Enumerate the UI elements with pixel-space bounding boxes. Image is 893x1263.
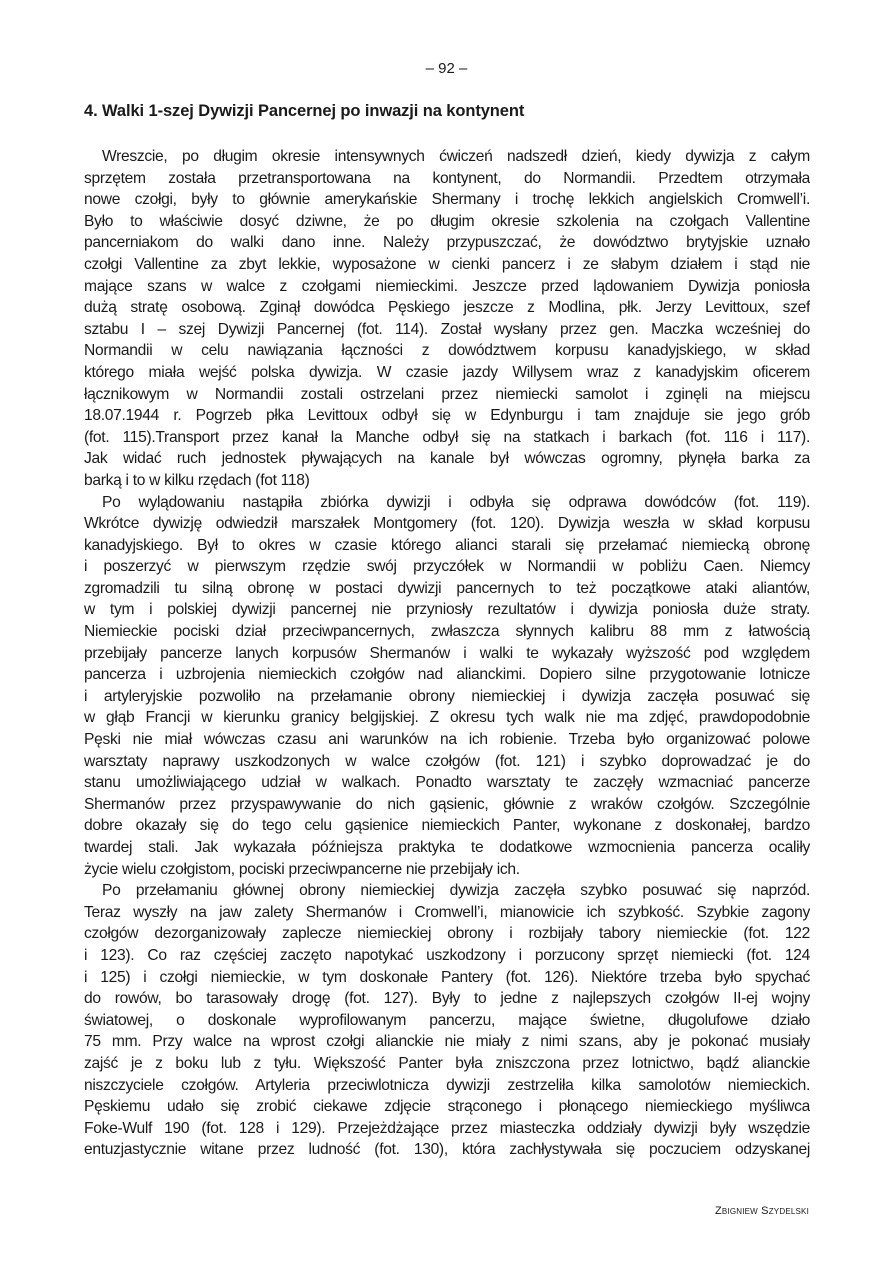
text-line: pancerza i uzbrojenia niemieckich czołgów nad alianckimi. Dopiero silne przygotowanie lotnicze bbox=[84, 666, 810, 684]
text-line: entuzjastycznie witane przez ludność (fot. 130), która zachłystywała się poczuciem odzyskanej bbox=[84, 1141, 810, 1159]
text-line: stanu umożliwiającego udział w walkach. Ponadto warsztaty te zaczęły wzmacniać pancerze bbox=[84, 774, 810, 792]
text-line: światowej, o doskonale wyprofilowanym pancerzu, mające świetne, długolufowe działo bbox=[84, 1011, 810, 1029]
text-line: którego miała wejść polska dywizja. W czasie jazdy Willysem wraz z kanadyjskim oficerem bbox=[84, 363, 810, 381]
text-line: sprzętem została przetransportowana na kontynent, do Normandii. Przedtem otrzymała bbox=[84, 169, 810, 187]
text-line: Pęski nie miał wówczas czasu ani warunków na ich robienie. Trzeba było organizować polowe bbox=[84, 731, 810, 749]
text-line: zgromadzili tu silną obronę w postaci dywizji pancernych to też początkowe ataki aliantów, bbox=[84, 579, 810, 597]
text-line: Normandii w celu nawiązania łączności z dowództwem korpusu kanadyjskiego, w skład bbox=[84, 342, 810, 360]
text-line: mające szans w walce z czołgami niemieckimi. Jeszcze przed lądowaniem Dywizja poniosła bbox=[84, 277, 810, 295]
text-line: dobre okazały się do tego celu gąsienice niemieckich Panter, wykonane z doskonałej, bardzo bbox=[84, 817, 810, 835]
text-line: dużą stratę osobową. Zginął dowódca Pęskiego jeszcze z Modlina, płk. Jerzy Levittoux, szef bbox=[84, 299, 810, 317]
body-text bbox=[84, 146, 810, 1161]
text-line: łącznikowym w Normandii zostali ostrzelani przez niemiecki samolot i zginęli na miejscu bbox=[84, 385, 810, 403]
text-line: twardej stali. Jak wykazała późniejsza praktyka te dodatkowe wzmocnienia pancerza ocaliły bbox=[84, 839, 810, 856]
text-line: życie wielu czołgistom, pociski przeciwpancerne nie przebijały ich. bbox=[84, 860, 520, 878]
text-line: Po wylądowaniu nastąpiła zbiórka dywizji i odbyła się odprawa dowódców (fot. 119). bbox=[102, 493, 810, 511]
text-line: i poszerzyć w pierwszym rzędzie swój przyczółek w Normandii w pobliżu Caen. Niemcy bbox=[84, 558, 810, 576]
text-line: Było to właściwie dosyć dziwne, że po długim okresie szkolenia na czołgach Vallentine bbox=[84, 212, 810, 230]
text-line: Foke-Wulf 190 (fot. 128 i 129). Przejeżdżające przez miasteczka oddziały dywizji były wszędzie bbox=[84, 1119, 810, 1137]
text-line: Wreszcie, po długim okresie intensywnych ćwiczeń nadszedł dzień, kiedy dywizja z całym bbox=[102, 148, 810, 165]
text-line: (fot. 115).Transport przez kanał la Manche odbył się na statkach i barkach (fot. 116 i 117). bbox=[84, 428, 810, 446]
text-line: Jak widać ruch jednostek pływających na kanale był wówczas ogromny, płynęła barka za bbox=[84, 450, 810, 468]
page-number: – 92 – bbox=[425, 60, 468, 77]
text-line: zajść je z boku lub z tyłu. Większość Panter była zniszczona przez lotnictwo, bądź alianckie bbox=[84, 1054, 810, 1072]
text-line: czołgów dezorganizowały zaplecze niemieckiej obrony i rozbijały tabory niemieckie (fot. 122 bbox=[84, 925, 810, 943]
text-line: sztabu I – szej Dywizji Pancernej (fot. 114). Został wysłany przez gen. Maczka wcześniej do bbox=[84, 320, 810, 338]
text-line: nowe czołgi, były to głównie amerykańskie Shermany i trochę lekkich angielskich Cromwell’i. bbox=[84, 191, 810, 209]
text-line: barką i to w kilku rzędach (fot 118) bbox=[84, 471, 310, 489]
text-line: i 123). Co raz częściej zaczęto napotykać uszkodzony i porzucony sprzęt niemiecki (fot. 124 bbox=[84, 946, 810, 964]
section-heading: 4. Walki 1-szej Dywizji Pancernej po inwazji na kontynent bbox=[84, 102, 525, 120]
text-line: czołgi Vallentine za zbyt lekkie, wyposażone w cienki pancerz i ze słabym działem i stąd nie bbox=[84, 255, 810, 273]
text-line: i 125) i czołgi niemieckie, w tym doskonałe Pantery (fot. 126). Niektóre trzeba było spychać bbox=[84, 968, 810, 986]
author-footer: Zbigniew Szydelski bbox=[714, 1205, 809, 1217]
text-line: Shermanów przez przyspawywanie do nich gąsienic, głównie z wraków czołgów. Szczególnie bbox=[84, 795, 810, 813]
text-line: pancerniakom do walki dano inne. Należy przypuszczać, że dowództwo brytyjskie uznało bbox=[84, 234, 810, 252]
text-line: w głąb Francji w kierunku granicy belgijskiej. Z okresu tych walk nie ma zdjęć, prawdopodobnie bbox=[84, 709, 810, 727]
text-line: niszczyciele czołgów. Artyleria przeciwlotnicza dywizji zestrzeliła kilka samolotów niemieckich. bbox=[84, 1076, 810, 1094]
text-line: Teraz wyszły na jaw zalety Shermanów i Cromwell’i, mianowicie ich szybkość. Szybkie zagony bbox=[84, 903, 810, 921]
text-line: kanadyjskiego. Był to okres w czasie którego alianci starali się przełamać niemiecką obronę bbox=[84, 536, 810, 554]
text-line: Wkrótce dywizję odwiedził marszałek Montgomery (fot. 120). Dywizja weszła w skład korpusu bbox=[84, 515, 810, 533]
text-line: Pęskiemu udało się zrobić ciekawe zdjęcie strąconego i płonącego niemieckiego myśliwca bbox=[84, 1098, 810, 1116]
text-line: w tym i polskiej dywizji pancernej nie przyniosły rezultatów i dywizja poniosła duże straty. bbox=[84, 601, 810, 619]
text-line: i artyleryjskie pozwoliło na przełamanie obrony niemieckiej i dywizja zaczęła posuwać się bbox=[84, 687, 810, 705]
text-line: Niemieckie pociski dział przeciwpancernych, zwłaszcza słynnych kalibru 88 mm z łatwością bbox=[84, 623, 810, 641]
text-line: 18.07.1944 r. Pogrzeb płka Levittoux odbył się w Edynburgu i tam znajduje sie jego grób bbox=[84, 407, 810, 425]
text-line: Po przełamaniu głównej obrony niemieckiej dywizja zaczęła szybko posuwać się naprzód. bbox=[102, 882, 810, 900]
text-line: warsztaty naprawy uszkodzonych w walce czołgów (fot. 121) i szybko doprowadzać je do bbox=[84, 752, 810, 770]
text-line: 75 mm. Przy walce na wprost czołgi alianckie nie miały z nimi szans, aby je pokonać musiały bbox=[84, 1033, 810, 1051]
text-line: przebijały pancerze lanych korpusów Shermanów i walki te wykazały wyższość pod względem bbox=[84, 644, 810, 662]
text-line: do rowów, bo tarasowały drogę (fot. 127). Były to jedne z najlepszych czołgów II-ej wojny bbox=[84, 990, 810, 1008]
